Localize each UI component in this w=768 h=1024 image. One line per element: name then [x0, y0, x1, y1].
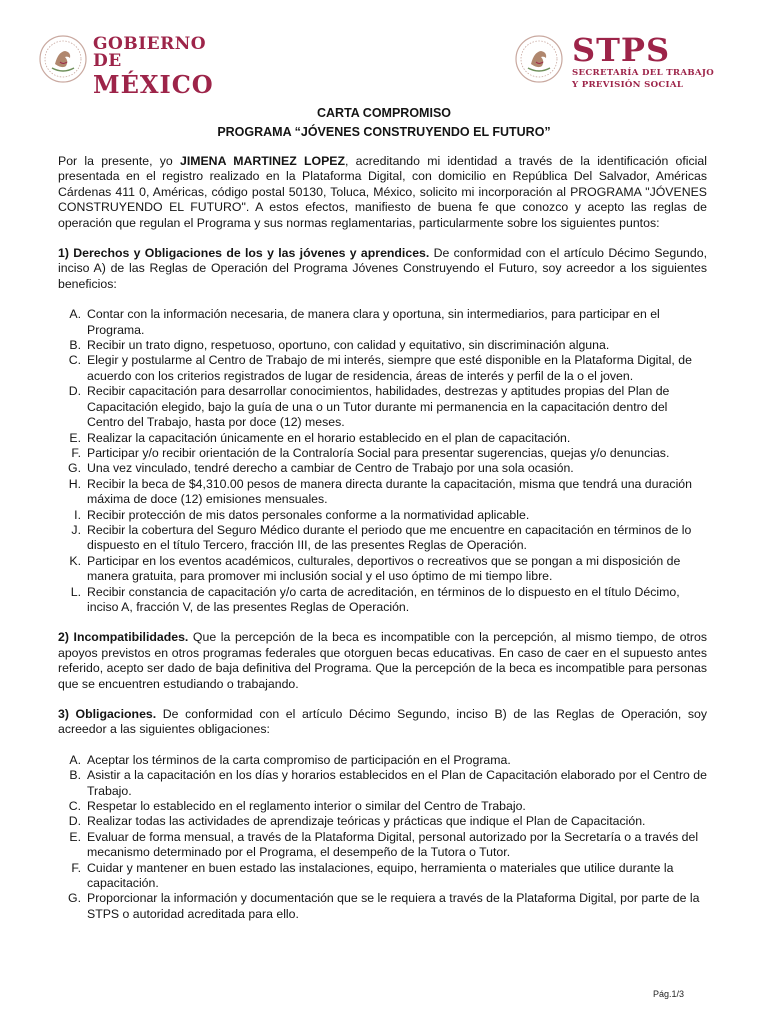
list-item [58, 384, 707, 430]
list-item [58, 508, 707, 523]
stps-logo-title: STPS [572, 31, 671, 69]
section3-heading: 3) Obligaciones. [58, 707, 157, 721]
section1-text: De conformidad con el artículo Décimo Segundo, inciso A) de las Reglas de Operación del Programa Jóvenes Construyendo el Futuro, soy acreedor a los siguientes beneficios: [58, 246, 707, 291]
list-item-text: Cuidar y mantener en buen estado las instalaciones, equipo, herramienta o materiales que utilice durante la capacitación. [87, 860, 674, 891]
intro-before: Por la presente, yo [58, 154, 180, 168]
list-marker: E. [69, 430, 81, 445]
section1-paragraph [58, 246, 707, 292]
list-item-text: Contar con la información necesaria, de manera clara y oportuna, sin intermediarios, para participar en el Programa. [87, 307, 660, 337]
intro-paragraph [58, 154, 707, 231]
list-marker: A. [69, 752, 81, 767]
list-item-text: Evaluar de forma mensual, a través de la Plataforma Digital, personal autorizado por la Secretaría o a través del mecanismo determinado por el Programa, el desempeño de la Tutora o Tutor. [87, 829, 699, 860]
list-marker: K. [69, 553, 81, 568]
list-marker: I. [74, 507, 81, 522]
stps-logo [514, 31, 734, 90]
list-item-text: Participar en los eventos académicos, culturales, deportivos o recreativos que se pongan a mi disposición de manera gratuita, para promover mi inclusión social y el uso óptimo de mi tiempo libre. [87, 553, 681, 584]
list-item-text: Una vez vinculado, tendré derecho a cambiar de Centro de Trabajo por una sola ocasión. [87, 461, 574, 476]
list-item-text: Recibir la cobertura del Seguro Médico durante el periodo que me encuentre en capacitación en términos de lo dispuesto en el título Tercero, fracción III, de las presentes Reglas de Operación. [87, 522, 692, 553]
list-marker: E. [69, 829, 81, 844]
gobierno-logo-line1: GOBIERNO DE [93, 34, 207, 71]
document-subtitle: PROGRAMA “JÓVENES CONSTRUYENDO EL FUTURO” [217, 125, 551, 139]
list-marker: F. [71, 445, 81, 460]
list-item-text: Participar y/o recibir orientación de la Contraloría Social para presentar sugerencias, quejas y/o denuncias. [87, 445, 670, 460]
list-item [58, 523, 707, 554]
list-item [58, 461, 707, 476]
gobierno-de-mexico-logo [38, 34, 228, 99]
section3-text: De conformidad con el artículo Décimo Segundo, inciso B) de las Reglas de Operación, soy acreedor a las siguientes obligaciones: [58, 707, 707, 737]
applicant-name: JIMENA MARTINEZ LOPEZ [179, 154, 346, 168]
intro-after: , acreditando mi identidad a través de la identificación oficial presentada en el registro realizado en la Plataforma Digital, con domicilio en República Del Salvador, Américas Cárdenas 411 0, Américas, código postal 50130, Toluca, México, solicito mi incorporación al PROGRAMA "JÓVENES CONSTRUYENDO EL FUTURO". A estos efectos, manifiesto de buena fe que conozco y acepto las reglas de operación que regulan el Programa y sus normas reglamentarias, particularmente sobre los siguientes puntos: [58, 154, 707, 230]
list-item-text: Realizar todas las actividades de aprendizaje teóricas y prácticas que indique el Plan de Capacitación. [87, 814, 646, 829]
list-item-text: Elegir y postularme al Centro de Trabajo de mi interés, siempre que esté disponible en la Plataforma Digital, de acuerdo con los criterios registrados de lugar de residencia, áreas de interés y perfil de la o el joven. [87, 353, 692, 383]
list-marker: C. [68, 799, 81, 814]
list-item-text: Recibir un trato digno, respetuoso, oportuno, con calidad y equitativo, sin discriminación alguna. [87, 338, 610, 353]
list-item-text: Recibir la beca de $4,310.00 pesos de manera directa durante la capacitación, misma que tendrá una duración máxima de doce (12) emisiones mensuales. [87, 476, 692, 507]
list-item [58, 768, 707, 799]
mexico-coat-of-arms-icon [38, 34, 88, 84]
list-item [58, 861, 707, 892]
list-marker: L. [70, 584, 81, 599]
list-marker: G. [68, 461, 81, 476]
list-marker: C. [68, 353, 81, 368]
list-item-text: Aceptar los términos de la carta compromiso de participación en el Programa. [87, 752, 511, 767]
list-item [58, 338, 707, 353]
list-item-text: Realizar la capacitación únicamente en el horario establecido en el plan de capacitación. [87, 430, 571, 445]
list-item [58, 446, 707, 461]
list-item [58, 814, 707, 829]
page-number: Pág.1/3 [652, 989, 684, 999]
list-item [58, 753, 707, 768]
list-item-text: Recibir capacitación para desarrollar conocimientos, habilidades, destrezas y aptitudes propias del Plan de Capacitación elegido, bajo la guía de una o un Tutor durante mi permanencia en la capacitación dentro del Centro del Trabajo, hasta por doce (12) meses. [87, 384, 670, 430]
list-marker: A. [69, 307, 81, 322]
list-item [58, 477, 707, 508]
document-title: CARTA COMPROMISO [316, 106, 452, 120]
list-marker: H. [68, 476, 81, 491]
stps-logo-sub2: Y PREVISIÓN SOCIAL [572, 80, 684, 90]
list-item [58, 799, 707, 814]
section2-text: Que la percepción de la beca es incompatible con la percepción, al mismo tiempo, de otros apoyos previstos en otros programas federales que otorguen becas educativas. En caso de caer en el supuesto antes referido, acepto ser dado de baja definitiva del Programa. Que la percepción de la beca es incompatible para personas que se encuentren estudiando o trabajando. [58, 630, 707, 691]
section2-paragraph [58, 630, 707, 692]
list-marker: D. [68, 384, 81, 399]
rights-list [58, 307, 707, 615]
list-item [58, 830, 707, 861]
list-marker: F. [71, 860, 81, 875]
list-marker: G. [68, 891, 81, 906]
list-item [58, 585, 707, 616]
gobierno-logo-line2: MÉXICO [93, 70, 214, 99]
list-item-text: Recibir protección de mis datos personales conforme a la normatividad aplicable. [87, 507, 530, 522]
section3-paragraph [58, 707, 707, 738]
list-item [58, 307, 707, 338]
obligations-list [58, 753, 707, 922]
list-marker: D. [68, 814, 81, 829]
list-item-text: Asistir a la capacitación en los días y horarios establecidos en el Plan de Capacitación elaborado por el Centro de Trabajo. [87, 768, 707, 798]
section1-heading: 1) Derechos y Obligaciones de los y las jóvenes y aprendices. [58, 246, 430, 261]
list-item [58, 554, 707, 585]
list-item [58, 353, 707, 384]
section2-heading: 2) Incompatibilidades. [58, 630, 189, 645]
list-item [58, 891, 707, 922]
list-item-text: Recibir constancia de capacitación y/o carta de acreditación, en términos de lo dispuesto en el título Décimo, inciso A, fracción V, de las presentes Reglas de Operación. [87, 584, 680, 614]
list-item-text: Respetar lo establecido en el reglamento interior o similar del Centro de Trabajo. [87, 799, 526, 814]
list-item-text: Proporcionar la información y documentación que se le requiera a través de la Plataforma Digital, por parte de la STPS o autoridad acreditada para ello. [87, 891, 700, 921]
list-marker: B. [69, 768, 81, 783]
gobierno-logo-text [93, 36, 228, 97]
list-item [58, 431, 707, 446]
stps-logo-sub1: SECRETARÍA DEL TRABAJO [572, 68, 715, 78]
document-body [58, 154, 707, 922]
mexico-coat-of-arms-icon [514, 34, 564, 84]
list-marker: B. [69, 338, 81, 353]
list-marker: J. [71, 522, 81, 537]
document-titles [0, 104, 768, 142]
stps-logo-text [572, 31, 715, 90]
